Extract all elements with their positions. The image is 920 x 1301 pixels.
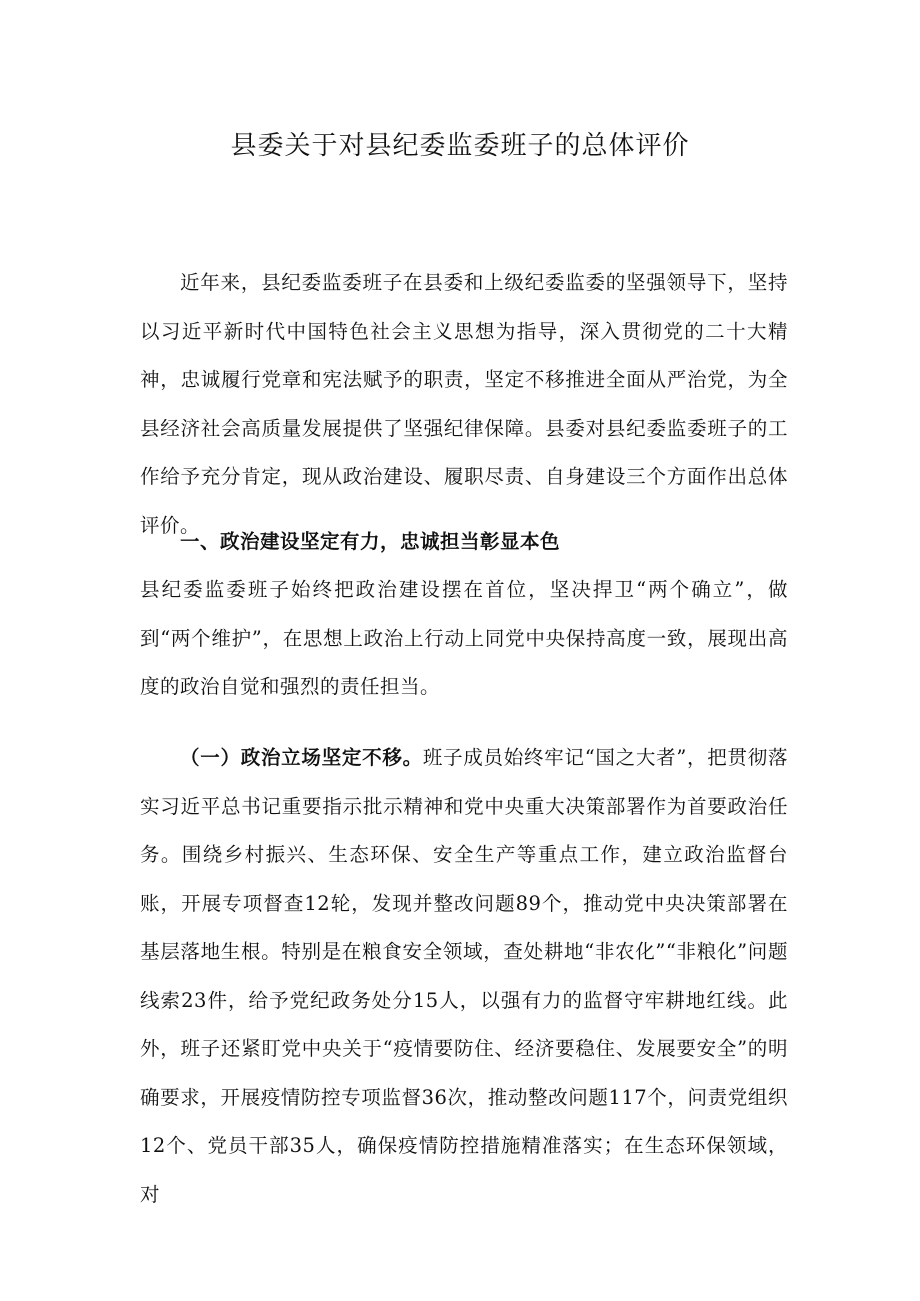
subsection-1-lead: （一）政治立场坚定不移。 (180, 746, 423, 769)
intro-paragraph: 近年来，县纪委监委班子在县委和上级纪委监委的坚强领导下，坚持以习近平新时代中国特色社会主义思想为指导，深入贯彻党的二十大精神，忠诚履行党章和宪法赋予的职责，坚定不移推进全面从严治党，为全县经济社会高质量发展提供了坚强纪律保障。县委对县纪委监委班子的工作给予充分肯定，现从政治建设、履职尽责、自身建设三个方面作出总体评价。 (140, 271, 788, 537)
subsection-1-body: 班子成员始终牢记“国之大者”，把贯彻落实习近平总书记重要指示批示精神和党中央重大决策部署作为首要政治任务。围绕乡村振兴、生态环保、安全生产等重点工作，建立政治监督台账，开展专项督查12轮，发现并整改问题89个，推动党中央决策部署在基层落地生根。特别是在粮食安全领域，查处耕地“非农化”“非粮化”问题线索23件，给予党纪政务处分15人，以强有力的监督守牢耕地红线。此外，班子还紧盯党中央关于“疫情要防住、经济要稳住、发展要安全”的明确要求，开展疫情防控专项监督36次，推动整改问题117个，问责党组织12个、党员干部35人，确保疫情防控措施精准落实；在生态环保领域，对 (140, 746, 788, 1206)
document-title: 县委关于对县纪委监委班子的总体评价 (230, 131, 690, 161)
subsection-1-paragraph (140, 734, 788, 1219)
section-1-paragraph: 县纪委监委班子始终把政治建设摆在首位，坚决捍卫“两个确立”，做到“两个维护”，在思想上政治上行动上同党中央保持高度一致，展现出高度的政治自觉和强烈的责任担当。 (140, 578, 788, 698)
section-heading-1: 一、政治建设坚定有力，忠诚担当彰显本色 (180, 530, 561, 553)
